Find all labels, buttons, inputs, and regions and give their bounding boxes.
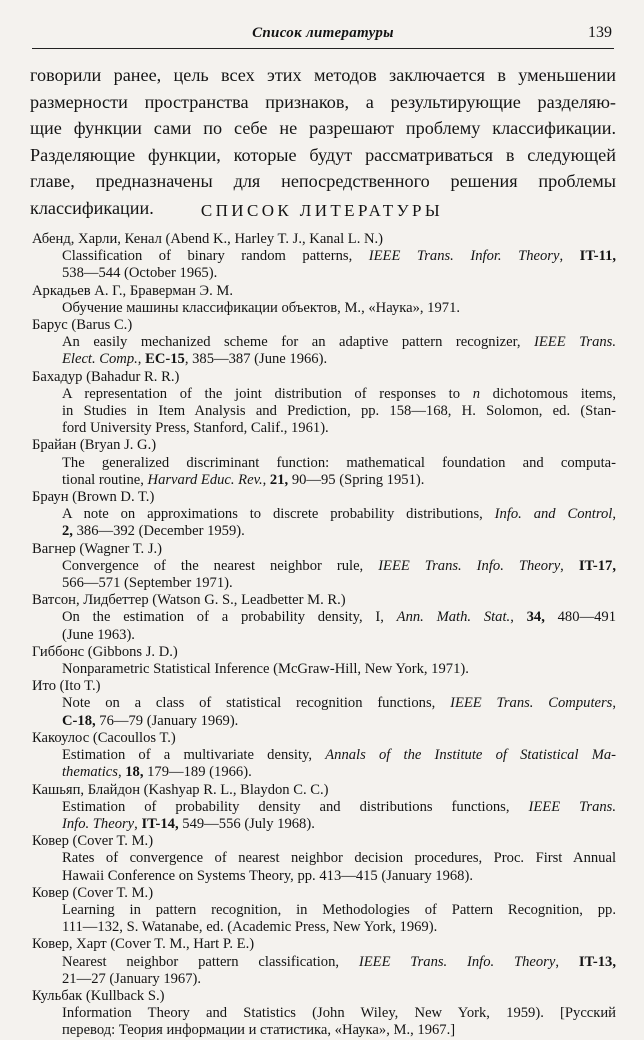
reference-author: Бахадур (Bahadur R. R.) (32, 368, 180, 385)
reference-author: Ито (Ito T.) (32, 678, 101, 695)
reference-entry (32, 678, 616, 730)
reference-text-line: Rates of convergence of nearest neighbor decision procedures, Proc. First Annual (62, 850, 616, 867)
reference-entry (32, 936, 616, 988)
reference-author: Кульбак (Kullback S.) (32, 987, 165, 1004)
reference-author: Ковер, Харт (Cover T. M., Hart P. E.) (32, 936, 255, 953)
intro-line: размерности пространства признаков, а результирующие разделяю- (30, 91, 616, 112)
section-heading: СПИСОК ЛИТЕРАТУРЫ (200, 201, 444, 220)
reference-text-line: The generalized discriminant function: mathematical foundation and computa- (62, 454, 616, 471)
reference-entry (32, 833, 616, 885)
page-number: 139 (588, 24, 612, 41)
reference-author: Гиббонс (Gibbons J. D.) (32, 643, 178, 660)
reference-text-line: 566—571 (September 1971). (62, 575, 233, 592)
intro-line: щие функции сами по себе не разрешают проблему классификации. (30, 118, 616, 138)
reference-entry (32, 437, 616, 489)
reference-text-line: Elect. Comp., EC-15, 385—387 (June 1966). (62, 351, 328, 368)
intro-line: главе, предназначены для непосредственного решения проблемы (30, 171, 616, 191)
reference-text-line: Information Theory and Statistics (John Wiley, New York, 1959). [Русский (62, 1005, 616, 1022)
reference-text-line: Nearest neighbor pattern classification, IEEE Trans. Info. Theory, IT-13, (62, 953, 616, 970)
reference-entry (32, 644, 616, 678)
reference-author: Ковер (Cover T. M.) (32, 833, 154, 850)
reference-text-line: Обучение машины классификации объектов, М., «Наука», 1971. (62, 299, 461, 316)
reference-text-line: A note on approximations to discrete probability distributions, Info. and Control, (62, 506, 617, 523)
intro-line: говорили ранее, цель всех этих методов заключается в уменьшении (30, 65, 616, 85)
reference-author: Абенд, Харли, Кенал (Abend K., Harley T. J., Kanal L. N.) (32, 231, 384, 247)
running-title: Список литературы (252, 25, 394, 41)
reference-text-line: Estimation of probability density and distributions functions, IEEE Trans. (62, 798, 616, 815)
intro-line: классификации. (30, 197, 154, 218)
reference-list (32, 231, 616, 1040)
reference-text-line: 21—27 (January 1967). (62, 970, 202, 987)
reference-author: Аркадьев А. Г., Браверман Э. М. (32, 282, 233, 299)
reference-author: Вагнер (Wagner T. J.) (32, 540, 163, 557)
reference-entry (32, 283, 616, 317)
reference-text-line: 538—544 (October 1965). (62, 265, 218, 282)
intro-line: Разделяющие функции, которые будут рассматриваться в следующей (30, 144, 616, 165)
reference-text-line: 111—132, S. Watanabe, ed. (Academic Press, New York, 1969). (62, 919, 438, 936)
reference-text-line: C-18, 76—79 (January 1969). (62, 712, 239, 729)
reference-entry (32, 369, 616, 438)
reference-text-line: A representation of the joint distribution of responses to n dichotomous items, (62, 385, 616, 402)
reference-text-line: Learning in pattern recognition, in Methodologies of Pattern Recognition, pp. (62, 901, 616, 918)
reference-author: Браун (Brown D. T.) (32, 489, 155, 506)
reference-entry (32, 730, 616, 782)
reference-text-line: 2, 386—392 (December 1959). (62, 523, 245, 540)
reference-author: Какоулос (Cacoullos T.) (32, 729, 176, 746)
reference-text-line: On the estimation of a probability density, I, Ann. Math. Stat., 34, 480—491 (62, 609, 617, 626)
reference-entry (32, 231, 616, 283)
reference-entry (32, 489, 616, 541)
reference-entry (32, 592, 616, 644)
reference-text-line: Note on a class of statistical recognition functions, IEEE Trans. Computers, (62, 695, 616, 712)
reference-author: Кашьяп, Блайдон (Kashyap R. L., Blaydon C. C.) (32, 781, 329, 798)
reference-text-line: ford University Press, Stanford, Calif., 1961). (62, 420, 329, 437)
reference-author: Ковер (Cover T. M.) (32, 884, 154, 901)
reference-entry (32, 541, 616, 593)
reference-text-line: Classification of binary random patterns, IEEE Trans. Infor. Theory, IT-11, (62, 248, 617, 265)
reference-text-line: An easily mechanized scheme for an adaptive pattern recognizer, IEEE Trans. (62, 334, 616, 351)
reference-text-line: Estimation of a multivariate density, Annals of the Institute of Statistical Ma- (62, 747, 617, 764)
reference-text-line: in Studies in Item Analysis and Prediction, pp. 158—168, H. Solomon, ed. (Stan- (62, 403, 616, 420)
reference-text-line: tional routine, Harvard Educ. Rev., 21, 90—95 (Spring 1951). (62, 471, 425, 488)
reference-entry (32, 782, 616, 834)
reference-author: Ватсон, Лидбеттер (Watson G. S., Leadbetter M. R.) (32, 592, 346, 609)
reference-text-line: thematics, 18, 179—189 (1966). (62, 764, 252, 781)
reference-author: Брайан (Bryan J. G.) (32, 437, 157, 454)
reference-entry (32, 317, 616, 369)
intro-paragraph (30, 62, 616, 221)
reference-text-line: Hawaii Conference on Systems Theory, pp. 413—415 (January 1968). (62, 867, 473, 884)
reference-text-line: перевод: Теория информации и статистика, «Наука», М., 1967.] (62, 1022, 456, 1039)
reference-author: Барус (Barus C.) (32, 317, 133, 334)
reference-text-line: Convergence of the nearest neighbor rule, IEEE Trans. Info. Theory, IT-17, (62, 557, 616, 574)
reference-text-line: Nonparametric Statistical Inference (McGraw-Hill, New York, 1971). (62, 661, 469, 678)
reference-text-line: Info. Theory, IT-14, 549—556 (July 1968). (62, 815, 315, 832)
running-head (32, 22, 614, 49)
reference-entry (32, 988, 616, 1040)
reference-entry (32, 885, 616, 937)
reference-text-line: (June 1963). (62, 626, 135, 643)
